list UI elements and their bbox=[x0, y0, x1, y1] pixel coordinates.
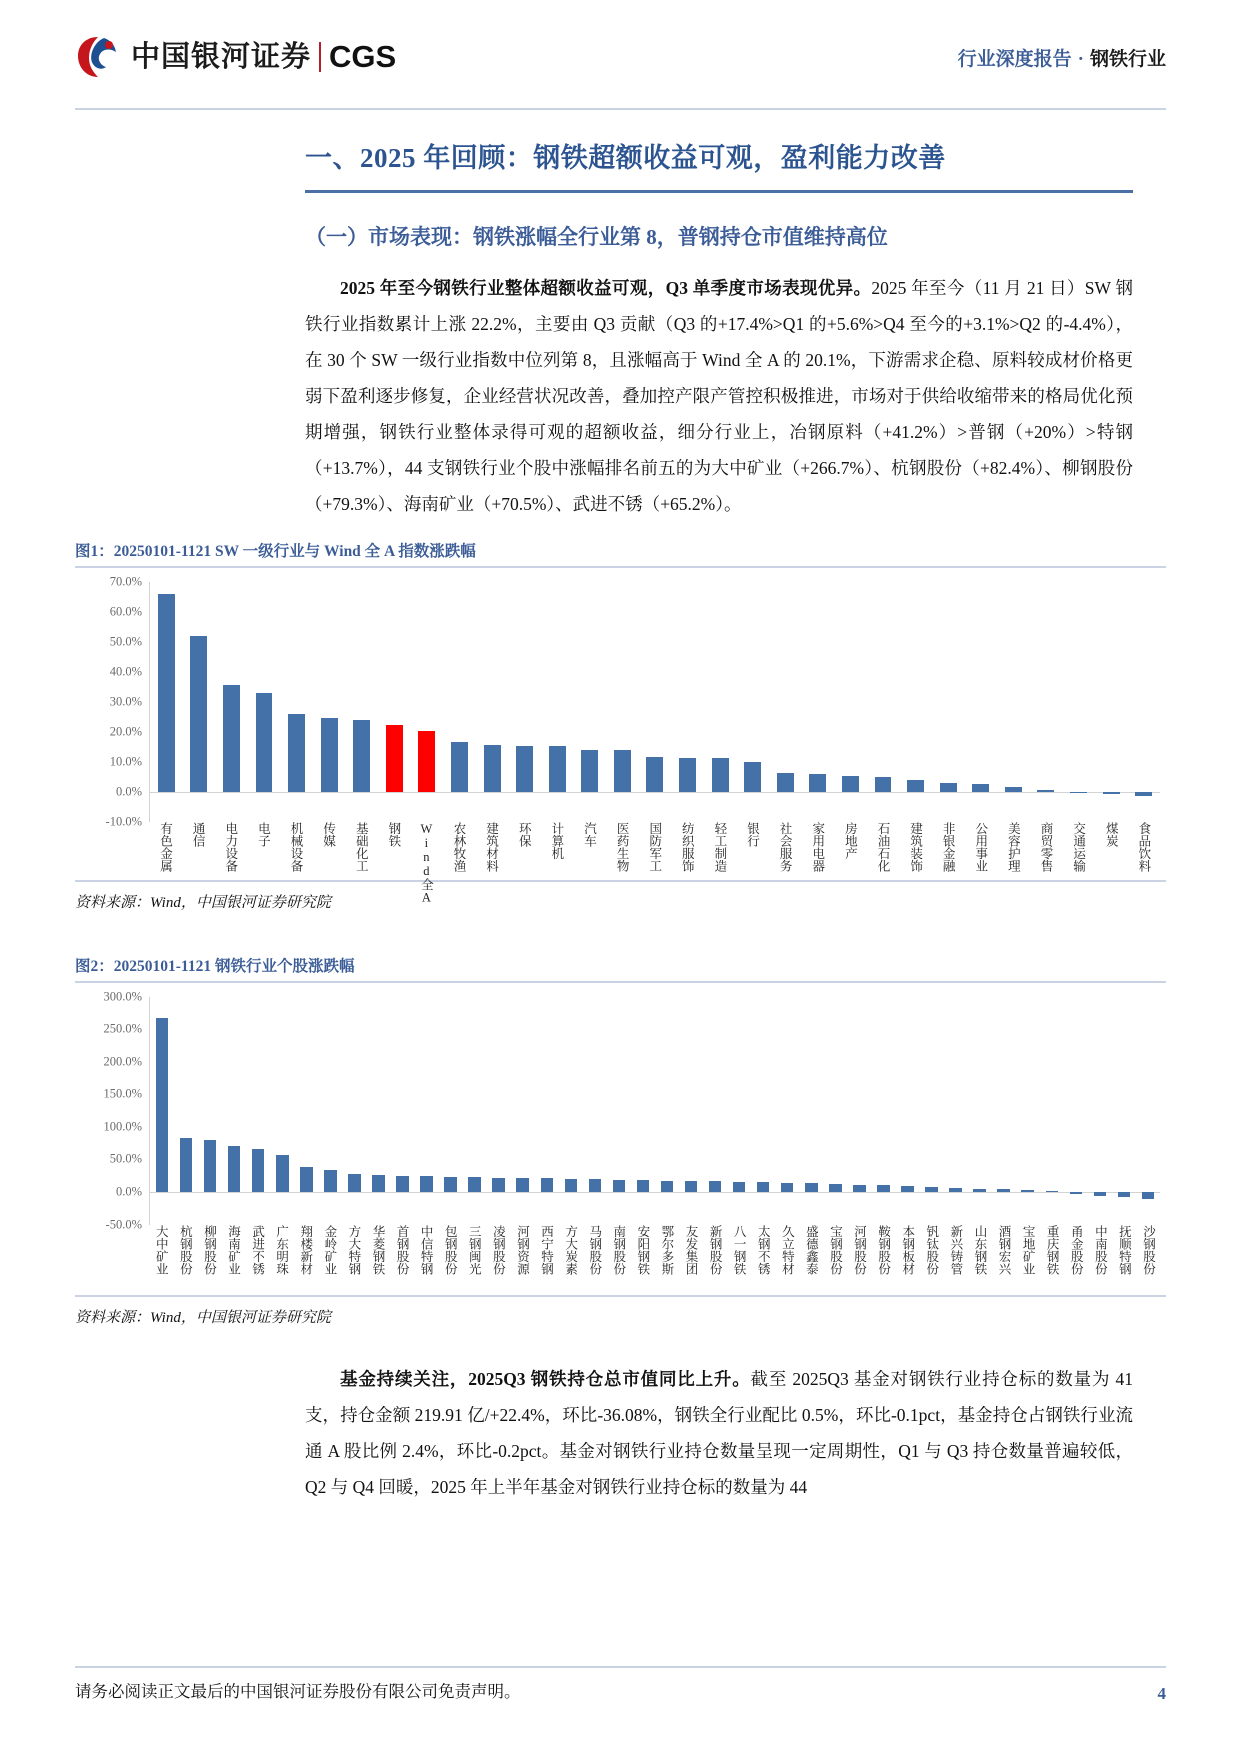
x-axis-label: 山东钢铁 bbox=[972, 1224, 987, 1275]
bar-column[interactable] bbox=[920, 997, 944, 1225]
x-axis-label: 久立特材 bbox=[780, 1224, 795, 1275]
x-axis-label: 马钢股份 bbox=[587, 1224, 602, 1275]
x-axis-label: 鄂尔多斯 bbox=[659, 1224, 674, 1275]
bar-column[interactable] bbox=[895, 997, 919, 1225]
x-axis-label: 煤炭 bbox=[1104, 821, 1119, 847]
x-axis-label: 通信 bbox=[191, 821, 206, 847]
paragraph-1-lead: 2025 年至今钢铁行业整体超额收益可观，Q3 单季度市场表现优异。 bbox=[340, 278, 872, 299]
bar[interactable] bbox=[276, 1155, 289, 1192]
x-axis-label: 广东明珠 bbox=[274, 1224, 289, 1275]
figure-2 bbox=[75, 954, 1166, 1327]
chart-1-plot-area bbox=[149, 582, 1160, 822]
x-axis-label: 包钢股份 bbox=[443, 1224, 458, 1275]
bar[interactable] bbox=[777, 773, 794, 792]
subsection-title: （一）市场表现：钢铁涨幅全行业第 8，普钢持仓市值维持高位 bbox=[305, 224, 888, 249]
bar[interactable] bbox=[420, 1176, 433, 1192]
y-axis-tick: 150.0% bbox=[103, 1086, 142, 1101]
bar[interactable] bbox=[1037, 790, 1054, 792]
paragraph-2-lead: 基金持续关注，2025Q3 钢铁持仓总市值同比上升。 bbox=[340, 1368, 751, 1389]
bar[interactable] bbox=[288, 714, 305, 791]
page-content bbox=[75, 140, 1166, 1505]
bar[interactable] bbox=[637, 1180, 650, 1192]
bar-column[interactable] bbox=[390, 997, 414, 1225]
bar-column[interactable] bbox=[1016, 997, 1040, 1225]
bar-column[interactable] bbox=[679, 997, 703, 1225]
x-axis-label: 基础化工 bbox=[354, 821, 369, 872]
header-separator: · bbox=[1077, 48, 1084, 70]
bar[interactable] bbox=[190, 636, 207, 791]
x-axis-label: 国防军工 bbox=[647, 821, 662, 872]
bar-column[interactable] bbox=[535, 997, 559, 1225]
bar[interactable] bbox=[541, 1178, 554, 1192]
bar[interactable] bbox=[781, 1183, 794, 1192]
bar-column[interactable] bbox=[1112, 997, 1136, 1225]
x-axis-label: 钢铁 bbox=[386, 821, 401, 847]
bar[interactable] bbox=[1046, 1191, 1059, 1192]
bar[interactable] bbox=[484, 745, 501, 792]
figure-1-caption bbox=[75, 539, 1166, 566]
bar[interactable] bbox=[321, 718, 338, 791]
section-title: 一、2025 年回顾：钢铁超额收益可观，盈利能力改善 bbox=[305, 143, 946, 173]
paragraph-2-body: 截至 2025Q3 基金对钢铁行业持仓标的数量为 41 支，持仓金额 219.91 亿/+22.4%，环比-36.08%，钢铁全行业配比 0.5%，环比-0.1pct，基金持仓占钢铁行业流通 A 股比例 2.4%，环比-0.2pct。基金对钢铁行业持仓数量呈现一定周期性，Q1 与 Q3 持仓数量普遍较低，Q2 与 Q4 回暖，2025 年上半年基金对钢铁行业持仓标的数量为 44 bbox=[305, 1368, 1133, 1497]
bar-column[interactable] bbox=[463, 997, 487, 1225]
x-axis-label: 社会服务 bbox=[778, 821, 793, 872]
bar-column[interactable] bbox=[248, 582, 281, 822]
bar[interactable] bbox=[679, 758, 696, 792]
x-axis-label: 美容护理 bbox=[1006, 821, 1021, 872]
bar[interactable] bbox=[204, 1140, 217, 1192]
x-axis-label: 有色金属 bbox=[158, 821, 173, 872]
bar[interactable] bbox=[516, 746, 533, 792]
bar-column[interactable] bbox=[751, 997, 775, 1225]
bar[interactable] bbox=[901, 1186, 914, 1192]
bar-column[interactable] bbox=[997, 582, 1030, 822]
x-axis-label: 重庆钢铁 bbox=[1045, 1224, 1060, 1275]
logo-english-name: CGS bbox=[329, 39, 397, 74]
bar[interactable] bbox=[940, 783, 957, 791]
x-axis-label: 鞍钢股份 bbox=[876, 1224, 891, 1275]
x-axis-label: 房地产 bbox=[843, 821, 858, 860]
bar[interactable] bbox=[1118, 1192, 1131, 1197]
x-axis-label: 柳钢股份 bbox=[202, 1224, 217, 1275]
x-axis-label: 公用事业 bbox=[973, 821, 988, 872]
bar-column[interactable] bbox=[183, 582, 216, 822]
bar-column[interactable] bbox=[871, 997, 895, 1225]
y-axis-tick: 20.0% bbox=[109, 724, 142, 739]
bar[interactable] bbox=[877, 1185, 890, 1192]
x-axis-label: 友发集团 bbox=[684, 1224, 698, 1275]
bar[interactable] bbox=[589, 1179, 602, 1192]
bar[interactable] bbox=[158, 594, 175, 792]
figure-2-source: 资料来源：Wind，中国银河证券研究院 bbox=[75, 1309, 331, 1326]
x-axis-label: 华菱钢铁 bbox=[370, 1224, 385, 1275]
bar[interactable] bbox=[972, 784, 989, 792]
bar[interactable] bbox=[516, 1178, 529, 1192]
bar[interactable] bbox=[549, 746, 566, 792]
bar-column[interactable] bbox=[964, 582, 997, 822]
bar[interactable] bbox=[418, 731, 435, 791]
x-axis-label: 抚顺特钢 bbox=[1117, 1224, 1132, 1275]
bar[interactable] bbox=[646, 757, 663, 791]
figure-1-title: 20250101-1121 SW 一级行业与 Wind 全 A 指数涨跌幅 bbox=[113, 542, 476, 560]
x-axis-label: 大中矿业 bbox=[154, 1224, 169, 1275]
figure-2-number: 图2： bbox=[75, 957, 114, 975]
bar-column[interactable] bbox=[736, 582, 769, 822]
bar[interactable] bbox=[324, 1170, 337, 1192]
bar-column[interactable] bbox=[583, 997, 607, 1225]
y-axis-tick: -50.0% bbox=[105, 1217, 142, 1232]
bar-column[interactable] bbox=[775, 997, 799, 1225]
bar[interactable] bbox=[757, 1182, 770, 1192]
bar[interactable] bbox=[353, 720, 370, 792]
brand-logo bbox=[75, 34, 396, 80]
x-axis-label: 太钢不锈 bbox=[756, 1224, 771, 1275]
x-axis-label: 翔楼新材 bbox=[298, 1224, 313, 1275]
x-axis-label: 传媒 bbox=[321, 821, 336, 847]
x-axis-label: 纺织服饰 bbox=[680, 821, 695, 872]
bar[interactable] bbox=[372, 1175, 385, 1192]
bar[interactable] bbox=[228, 1146, 241, 1192]
bar[interactable] bbox=[809, 774, 826, 792]
bar[interactable] bbox=[709, 1181, 722, 1192]
bar-column[interactable] bbox=[411, 582, 444, 822]
bar[interactable] bbox=[614, 750, 631, 791]
bar-column[interactable] bbox=[366, 997, 390, 1225]
bar-column[interactable] bbox=[508, 582, 541, 822]
x-axis-label: 中信特钢 bbox=[419, 1224, 434, 1275]
bar-column[interactable] bbox=[318, 997, 342, 1225]
x-axis-label: 石油石化 bbox=[875, 821, 890, 872]
bar-column[interactable] bbox=[607, 997, 631, 1225]
bar-column[interactable] bbox=[899, 582, 932, 822]
x-axis-label: 凌钢股份 bbox=[491, 1224, 506, 1275]
figure-1 bbox=[75, 539, 1166, 912]
bar-column[interactable] bbox=[150, 582, 183, 822]
bar-column[interactable] bbox=[342, 997, 366, 1225]
bar[interactable] bbox=[565, 1179, 578, 1192]
bar[interactable] bbox=[256, 693, 273, 792]
bar[interactable] bbox=[1070, 792, 1087, 793]
x-axis-label: 环保 bbox=[517, 821, 532, 847]
bar-column[interactable] bbox=[992, 997, 1016, 1225]
bar-column[interactable] bbox=[769, 582, 802, 822]
y-axis-tick: 70.0% bbox=[109, 574, 142, 589]
bar[interactable] bbox=[997, 1189, 1010, 1192]
bar-column[interactable] bbox=[559, 997, 583, 1225]
x-axis-label: 交通运输 bbox=[1071, 821, 1086, 872]
bar[interactable] bbox=[581, 750, 598, 792]
x-axis-label: 杭钢股份 bbox=[178, 1224, 193, 1275]
x-axis-label: 沙钢股份 bbox=[1141, 1224, 1156, 1275]
x-axis-label: 电子 bbox=[256, 821, 271, 847]
x-axis-label: 武进不锈 bbox=[250, 1224, 265, 1275]
bar-column[interactable] bbox=[378, 582, 411, 822]
x-axis-label: 机械设备 bbox=[288, 821, 303, 872]
x-axis-label: 金岭矿业 bbox=[322, 1224, 337, 1275]
bar-column[interactable] bbox=[294, 997, 318, 1225]
galaxy-logo-icon bbox=[75, 34, 121, 80]
bar-column[interactable] bbox=[932, 582, 965, 822]
x-axis-label: 宝钢股份 bbox=[828, 1224, 843, 1275]
bar-column[interactable] bbox=[1040, 997, 1064, 1225]
bar[interactable] bbox=[444, 1177, 457, 1192]
bar-column[interactable] bbox=[174, 997, 198, 1225]
bar[interactable] bbox=[829, 1184, 842, 1192]
x-axis-label: 方大特钢 bbox=[346, 1224, 361, 1275]
y-axis-tick: 100.0% bbox=[103, 1119, 142, 1134]
page-number: 4 bbox=[1157, 1684, 1166, 1703]
x-axis-label: 盛德鑫泰 bbox=[804, 1224, 819, 1275]
x-axis-label: 农林牧渔 bbox=[452, 821, 467, 872]
chart-2-x-labels bbox=[149, 1225, 1160, 1275]
bar-column[interactable] bbox=[799, 997, 823, 1225]
bar[interactable] bbox=[853, 1185, 866, 1192]
bar[interactable] bbox=[973, 1189, 986, 1192]
bar-column[interactable] bbox=[443, 582, 476, 822]
bar[interactable] bbox=[925, 1187, 938, 1192]
bar[interactable] bbox=[712, 758, 729, 791]
bar-column[interactable] bbox=[198, 997, 222, 1225]
x-axis-label: 酒钢宏兴 bbox=[997, 1224, 1012, 1275]
bar-column[interactable] bbox=[823, 997, 847, 1225]
y-axis-tick: -10.0% bbox=[105, 814, 142, 829]
chart-2-bars bbox=[150, 997, 1160, 1225]
bar-column[interactable] bbox=[727, 997, 751, 1225]
x-axis-label: 河钢股份 bbox=[852, 1224, 867, 1275]
y-axis-tick: 50.0% bbox=[109, 634, 142, 649]
x-axis-label: 电力设备 bbox=[223, 821, 238, 872]
bar[interactable] bbox=[156, 1018, 169, 1192]
bar[interactable] bbox=[252, 1149, 265, 1191]
bar-column[interactable] bbox=[150, 997, 174, 1225]
bar-column[interactable] bbox=[671, 582, 704, 822]
y-axis-tick: 250.0% bbox=[103, 1021, 142, 1036]
x-axis-label: 首钢股份 bbox=[395, 1224, 410, 1275]
x-axis-label: 三钢闽光 bbox=[467, 1224, 482, 1275]
x-axis-label: Wind全A bbox=[419, 821, 434, 905]
paragraph-fund-holdings bbox=[305, 1361, 1133, 1505]
bar-column[interactable] bbox=[703, 997, 727, 1225]
logo-chinese-name: 中国银河证券 bbox=[131, 40, 312, 73]
x-axis-label: 河钢资源 bbox=[515, 1224, 530, 1275]
bar-column[interactable] bbox=[834, 582, 867, 822]
bar[interactable] bbox=[492, 1178, 505, 1192]
bar[interactable] bbox=[468, 1177, 481, 1192]
bar-column[interactable] bbox=[313, 582, 346, 822]
bar[interactable] bbox=[1135, 792, 1152, 797]
bar[interactable] bbox=[386, 725, 403, 792]
bar-column[interactable] bbox=[541, 582, 574, 822]
bar[interactable] bbox=[805, 1183, 818, 1192]
bar[interactable] bbox=[223, 685, 240, 792]
bar-column[interactable] bbox=[655, 997, 679, 1225]
bar-column[interactable] bbox=[246, 997, 270, 1225]
bar-column[interactable] bbox=[415, 997, 439, 1225]
bar-column[interactable] bbox=[1062, 582, 1095, 822]
bar-column[interactable] bbox=[215, 582, 248, 822]
bar-column[interactable] bbox=[222, 997, 246, 1225]
x-axis-label: 轻工制造 bbox=[712, 821, 727, 872]
figure-2-title: 20250101-1121 钢铁行业个股涨跌幅 bbox=[113, 957, 355, 975]
header-sector: 钢铁行业 bbox=[1089, 48, 1166, 70]
bar[interactable] bbox=[1142, 1192, 1155, 1199]
chart-1-bars bbox=[150, 582, 1160, 822]
bar-column[interactable] bbox=[847, 997, 871, 1225]
paragraph-1-body: 2025 年至今（11 月 21 日）SW 钢铁行业指数累计上涨 22.2%，主要由 Q3 贡献（Q3 的+17.4%>Q1 的+5.6%>Q4 至今的+3.1%>Q2 的-4.4%），在 30 个 SW 一级行业指数中位列第 8，且涨幅高于 Wind 全 A 的 20.1%，下游需求企稳、原料较成材价格更弱下盈利逐步修复，企业经营状况改善，叠加控产限产管控积极推进，市场对于供给收缩带来的格局优化预期增强，钢铁行业整体录得可观的超额收益，细分行业上，冶钢原料（+41.2%）>普钢（+20%）>特钢（+13.7%），44 支钢铁行业个股中涨幅排名前五的为大中矿业（+266.7%）、杭钢股份（+82.4%）、柳钢股份（+79.3%）、海南矿业（+70.5%）、武进不锈（+65.2%）。 bbox=[305, 278, 1133, 515]
figure-2-bottom-rule bbox=[75, 1295, 1166, 1297]
x-axis-label: 钒钛股份 bbox=[924, 1224, 939, 1275]
bar-column[interactable] bbox=[639, 582, 672, 822]
bar-column[interactable] bbox=[944, 997, 968, 1225]
bar-column[interactable] bbox=[345, 582, 378, 822]
x-axis-label: 医药生物 bbox=[615, 821, 630, 872]
header-report-label bbox=[958, 44, 1166, 71]
bar-column[interactable] bbox=[1088, 997, 1112, 1225]
bar-column[interactable] bbox=[968, 997, 992, 1225]
x-axis-label: 宝地矿业 bbox=[1021, 1224, 1036, 1275]
x-axis-label: 银行 bbox=[745, 821, 760, 847]
bar-column[interactable] bbox=[476, 582, 509, 822]
page-header bbox=[0, 0, 1241, 112]
y-axis-tick: 30.0% bbox=[109, 694, 142, 709]
footer-divider bbox=[75, 1666, 1166, 1668]
bar[interactable] bbox=[396, 1176, 409, 1192]
x-axis-label: 中南股份 bbox=[1093, 1224, 1108, 1275]
chart-2-plot-area bbox=[149, 997, 1160, 1225]
y-axis-tick: 10.0% bbox=[109, 754, 142, 769]
bar[interactable] bbox=[1021, 1190, 1034, 1192]
bar-column[interactable] bbox=[439, 997, 463, 1225]
bar-column[interactable] bbox=[1136, 997, 1160, 1225]
bar-column[interactable] bbox=[574, 582, 607, 822]
x-axis-label: 海南矿业 bbox=[226, 1224, 241, 1275]
y-axis-tick: 0.0% bbox=[115, 1184, 142, 1199]
bar[interactable] bbox=[1094, 1192, 1107, 1196]
x-axis-label: 西宁特钢 bbox=[539, 1224, 554, 1275]
y-axis-tick: 300.0% bbox=[103, 989, 142, 1004]
bar-column[interactable] bbox=[802, 582, 835, 822]
bar-column[interactable] bbox=[1064, 997, 1088, 1225]
x-axis-label: 甬金股份 bbox=[1069, 1224, 1084, 1275]
x-axis-label: 方大炭素 bbox=[563, 1224, 578, 1275]
x-axis-label: 家用电器 bbox=[810, 821, 825, 872]
section-title-rule bbox=[305, 190, 1133, 193]
bar-column[interactable] bbox=[1127, 582, 1160, 822]
bar[interactable] bbox=[842, 776, 859, 792]
bar-column[interactable] bbox=[270, 997, 294, 1225]
paragraph-market-performance bbox=[305, 270, 1133, 522]
header-report-type: 行业深度报告 bbox=[957, 48, 1072, 70]
figure-1-source: 资料来源：Wind，中国银河证券研究院 bbox=[75, 894, 331, 911]
bar[interactable] bbox=[875, 777, 892, 792]
logo-divider bbox=[319, 42, 321, 72]
header-divider bbox=[75, 108, 1166, 110]
chart-2-y-axis bbox=[75, 989, 149, 1232]
y-axis-tick: 200.0% bbox=[103, 1054, 142, 1069]
bar[interactable] bbox=[451, 742, 468, 791]
x-axis-label: 建筑装饰 bbox=[908, 821, 923, 872]
bar-column[interactable] bbox=[704, 582, 737, 822]
x-axis-label: 安阳钢铁 bbox=[635, 1224, 650, 1275]
chart-1-y-axis bbox=[75, 574, 149, 829]
x-axis-label: 新钢股份 bbox=[708, 1224, 723, 1275]
y-axis-tick: 50.0% bbox=[109, 1151, 142, 1166]
bar[interactable] bbox=[661, 1181, 674, 1192]
x-axis-label: 商贸零售 bbox=[1039, 821, 1053, 872]
bar[interactable] bbox=[949, 1188, 962, 1192]
chart-1-x-labels bbox=[149, 822, 1160, 905]
bar[interactable] bbox=[613, 1180, 626, 1192]
x-axis-label: 本钢板材 bbox=[900, 1224, 915, 1275]
x-axis-label: 南钢股份 bbox=[611, 1224, 626, 1275]
bar[interactable] bbox=[744, 762, 761, 792]
y-axis-tick: 0.0% bbox=[115, 784, 142, 799]
bar[interactable] bbox=[1103, 792, 1120, 794]
bar-column[interactable] bbox=[867, 582, 900, 822]
x-axis-label: 计算机 bbox=[549, 821, 564, 860]
bar[interactable] bbox=[733, 1182, 746, 1192]
bar-column[interactable] bbox=[606, 582, 639, 822]
y-axis-tick: 60.0% bbox=[109, 604, 142, 619]
x-axis-label: 新兴铸管 bbox=[948, 1224, 963, 1275]
x-axis-label: 非银金融 bbox=[941, 821, 956, 872]
bar[interactable] bbox=[1070, 1192, 1083, 1194]
bar-column[interactable] bbox=[1030, 582, 1063, 822]
bar[interactable] bbox=[180, 1138, 193, 1192]
bar[interactable] bbox=[907, 780, 924, 791]
bar-column[interactable] bbox=[1095, 582, 1128, 822]
x-axis-label: 汽车 bbox=[582, 821, 597, 847]
bar-column[interactable] bbox=[487, 997, 511, 1225]
y-axis-tick: 40.0% bbox=[109, 664, 142, 679]
footer-disclaimer: 请务必阅读正文最后的中国银河证券股份有限公司免责声明。 bbox=[75, 1682, 521, 1701]
bar[interactable] bbox=[348, 1174, 361, 1192]
figure-1-number: 图1： bbox=[75, 542, 114, 560]
bar-column[interactable] bbox=[280, 582, 313, 822]
figure-2-caption bbox=[75, 954, 1166, 981]
bar[interactable] bbox=[300, 1167, 313, 1192]
bar-column[interactable] bbox=[511, 997, 535, 1225]
x-axis-label: 建筑材料 bbox=[484, 821, 499, 872]
x-axis-label: 八一钢铁 bbox=[732, 1224, 747, 1275]
x-axis-label: 食品饮料 bbox=[1136, 821, 1151, 872]
bar-column[interactable] bbox=[631, 997, 655, 1225]
chart-steel-stock-returns bbox=[75, 983, 1166, 1295]
bar[interactable] bbox=[1005, 787, 1022, 792]
bar[interactable] bbox=[685, 1181, 698, 1192]
